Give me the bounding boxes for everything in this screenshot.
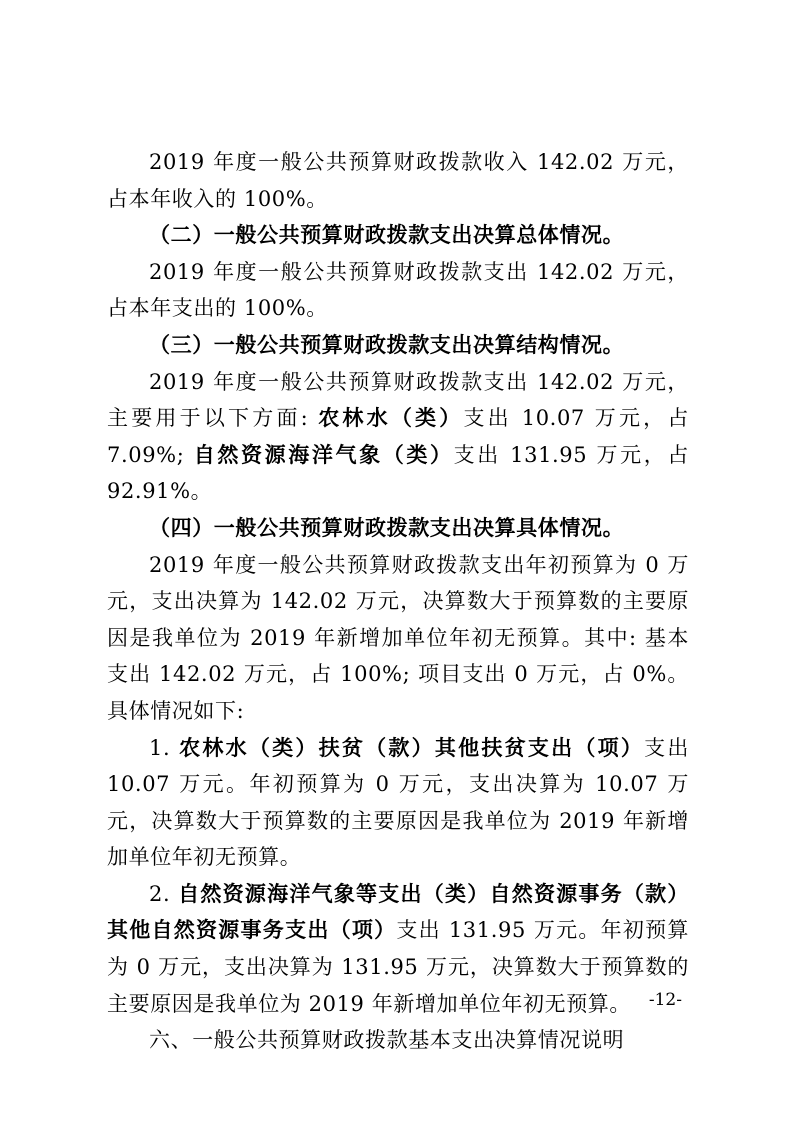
paragraph-expenditure-structure (107, 364, 689, 510)
heading-expenditure-detail: （四）一般公共预算财政拨款支出决算具体情况。 (149, 514, 625, 540)
list-item-1 (107, 730, 689, 876)
list-item-2-number: 2. (149, 881, 179, 906)
list-item-1-bold: 农林水（类）扶贫（款）其他扶贫支出（项） (179, 734, 645, 760)
page-number: -12- (648, 990, 682, 1010)
structure-bold-1: 农林水（类） (318, 405, 464, 431)
structure-text-2: 支出 10.07 万元，占 7.09%; (107, 406, 689, 467)
heading-expenditure-overall: （二）一般公共预算财政拨款支出决算总体情况。 (149, 222, 625, 248)
list-item-1-number: 1. (149, 735, 180, 760)
paragraph-expenditure-overall: 2019 年度一般公共预算财政拨款支出 142.02 万元，占本年支出的 100%。 (107, 259, 689, 321)
list-item-2-bold: 自然资源海洋气象等支出（类）自然资源事务（款）其他自然资源事务支出（项） (107, 880, 689, 943)
document-body (107, 144, 689, 1059)
structure-bold-2: 自然资源海洋气象（类） (193, 441, 454, 467)
structure-text-3: 支出 131.95 万元，占 92.91%。 (107, 442, 690, 504)
list-item-2 (107, 876, 689, 1022)
heading-expenditure-structure: （三）一般公共预算财政拨款支出决算结构情况。 (149, 331, 625, 357)
paragraph-expenditure-detail: 2019 年度一般公共预算财政拨款支出年初预算为 0 万元，支出决算为 142.02 万元，决算数大于预算数的主要原因是我单位为 2019 年新增加单位年初无预算。其中: 基本支出 142.02 万元，占 100%; 项目支出 0 万元，占 0%。具体情况如下: (107, 552, 689, 723)
paragraph-income: 2019 年度一般公共预算财政拨款收入 142.02 万元，占本年收入的 100%。 (107, 150, 689, 211)
list-item-2-text: 支出 131.95 万元。年初预算为 0 万元，支出决算为 131.95 万元，决算数大于预算数的主要原因是我单位为 2019 年新增加单位年初无预算。 (107, 918, 689, 1016)
section-heading-6: 六、一般公共预算财政拨款基本支出决算情况说明 (149, 1028, 625, 1053)
list-item-1-text: 支出 10.07 万元。年初预算为 0 万元，支出决算为 10.07 万元，决算数大于预算数的主要原因是我单位为 2019 年新增加单位年初无预算。 (107, 735, 690, 870)
structure-text-1: 2019 年度一般公共预算财政拨款支出 142.02 万元，主要用于以下方面: (107, 369, 689, 431)
